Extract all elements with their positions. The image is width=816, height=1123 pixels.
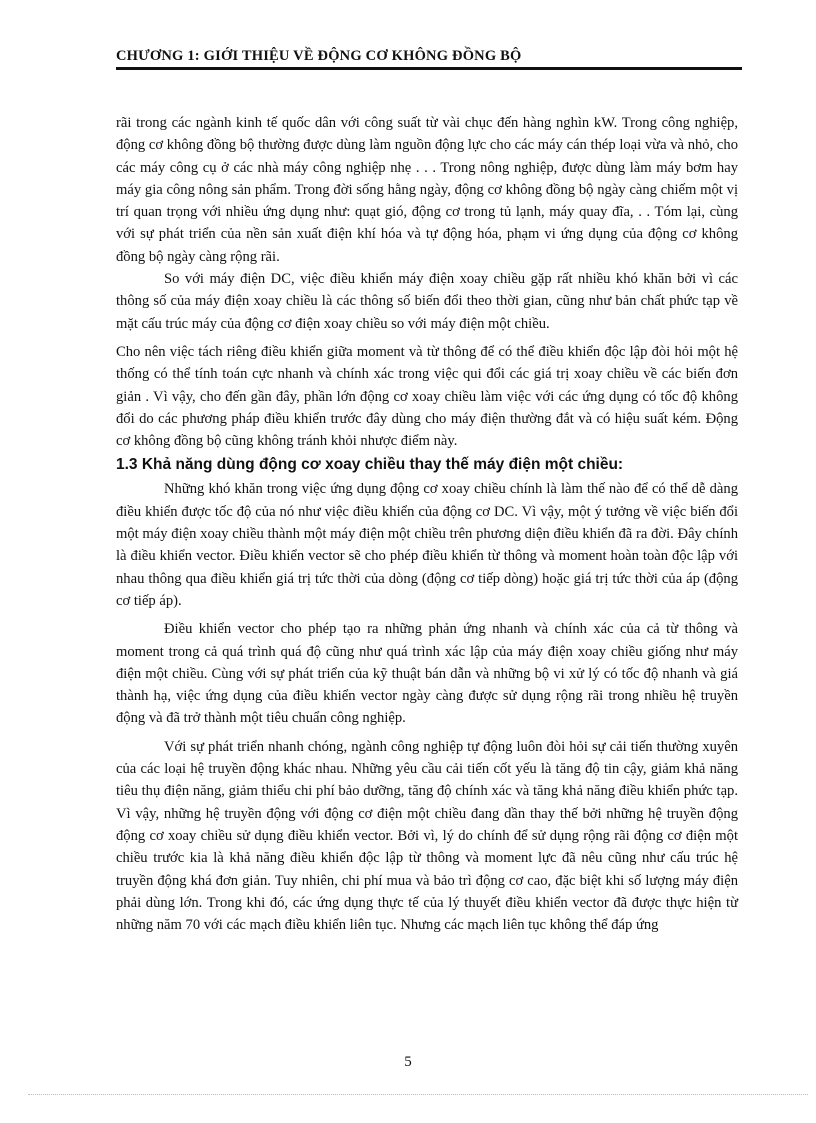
chapter-header: CHƯƠNG 1: GIỚI THIỆU VỀ ĐỘNG CƠ KHÔNG ĐỒNG BỘ bbox=[116, 48, 522, 64]
paragraph-separation-control: Cho nên việc tách riêng điều khiển giữa moment và từ thông để có thể điều khiển độc lập đòi hỏi một hệ thống có thể tính toán cực nhanh và chính xác trong việc qui đổi các giá trị xoay chiều về các biến đơn giản . Vì vậy, cho đến gần đây, phần lớn động cơ xoay chiều làm việc với các ứng dụng có tốc độ không đổi do các phương pháp điều khiển trước đây dùng cho máy điện thường đắt và có hiệu suất kém. Động cơ không đồng bộ cũng không tránh khỏi nhược điểm này. bbox=[116, 343, 738, 450]
paragraph-vector-control-benefits: Điều khiển vector cho phép tạo ra những phản ứng nhanh và chính xác của cả từ thông và moment trong cả quá trình quá độ cũng như quá trình xác lập của máy điện xoay chiều giống như máy điện một chiều. Cùng với sự phát triển của kỹ thuật bán dẫn và những bộ vi xử lý có tốc độ nhanh và giá thành hạ, việc ứng dụng của điều khiển vector ngày càng được sử dụng rộng rãi trong nhiều hệ truyền động và đã trở thành một tiêu chuẩn công nghiệp. bbox=[116, 621, 738, 727]
header-rule bbox=[116, 67, 742, 70]
paragraph-industry-development: Với sự phát triển nhanh chóng, ngành công nghiệp tự động luôn đòi hỏi sự cải tiến thường xuyên của các loại hệ truyền động khác nhau. Những yêu cầu cải tiến cốt yếu là tăng độ tin cậy, giảm khả năng tiêu thụ điện năng, giảm thiểu chi phí bảo dưỡng, tăng độ chính xác và tăng khả năng điều khiển phức tạp. Vì vậy, những hệ truyền động với động cơ điện một chiều đang dần thay thế bởi những hệ truyền động động cơ xoay chiều sử dụng điều khiển vector. Bởi vì, lý do chính để sử dụng rộng rãi động cơ điện một chiều trước kia là khả năng điều khiển độc lập từ thông và moment lực đã nêu cũng như cấu trúc hệ truyền động khá đơn giản. Tuy nhiên, chi phí mua và bảo trì động cơ cao, đặc biệt khi số lượng máy điện phải dùng lớn. Trong khi đó, các ứng dụng thực tế của lý thuyết điều khiển vector đã được thực hiện từ những năm 70 với các mạch điều khiển liên tục. Nhưng các mạch liên tục không thể đáp ứng bbox=[116, 738, 738, 934]
page-bottom-divider bbox=[28, 1094, 808, 1095]
document-body bbox=[116, 112, 738, 936]
section-heading: 1.3 Khả năng dùng động cơ xoay chiều thay thế máy điện một chiều: bbox=[116, 456, 624, 474]
paragraph-vector-control-idea: Những khó khăn trong việc ứng dụng động cơ xoay chiều chính là làm thế nào để có thể dễ dàng điều khiển được tốc độ của nó như việc điều khiển của động cơ DC. Vì vậy, một ý tưởng về việc biến đổi một máy điện xoay chiều thành một máy điện một chiều trên phương diện điều khiển đã ra đời. Đây chính là điều khiển vector. Điều khiển vector sẽ cho phép điều khiển từ thông và moment hoàn toàn độc lập với nhau thông qua điều khiển giá trị tức thời của dòng (động cơ tiếp dòng) hoặc giá trị tức thời của áp (động cơ tiếp áp). bbox=[116, 481, 738, 609]
paragraph-dc-comparison: So với máy điện DC, việc điều khiển máy điện xoay chiều gặp rất nhiều khó khăn bởi vì các thông số của máy điện xoay chiều là các thông số biến đổi theo thời gian, cũng như bản chất phức tạp về mặt cấu trúc máy của động cơ điện xoay chiều so với máy điện một chiều. bbox=[116, 271, 738, 332]
page-number: 5 bbox=[404, 1054, 412, 1070]
paragraph-continued: rãi trong các ngành kinh tế quốc dân với công suất từ vài chục đến hàng nghìn kW. Trong công nghiệp, động cơ không đồng bộ thường được dùng làm nguồn động lực cho các máy cán thép loại vừa và nhỏ, cho các máy công cụ ở các nhà máy công nghiệp nhẹ . . . Trong nông nghiệp, được dùng làm máy bơm hay máy gia công nông sản phẩm. Trong đời sống hằng ngày, động cơ không đồng bộ ngày càng chiếm một vị trí quan trọng với nhiều ứng dụng như: quạt gió, động cơ trong tủ lạnh, máy quay đĩa, . . Tóm lại, cùng với sự phát triển của nền sản xuất điện khí hóa và tự động hóa, phạm vi ứng dụng của động cơ không đồng bộ ngày càng rộng rãi. bbox=[116, 115, 738, 265]
